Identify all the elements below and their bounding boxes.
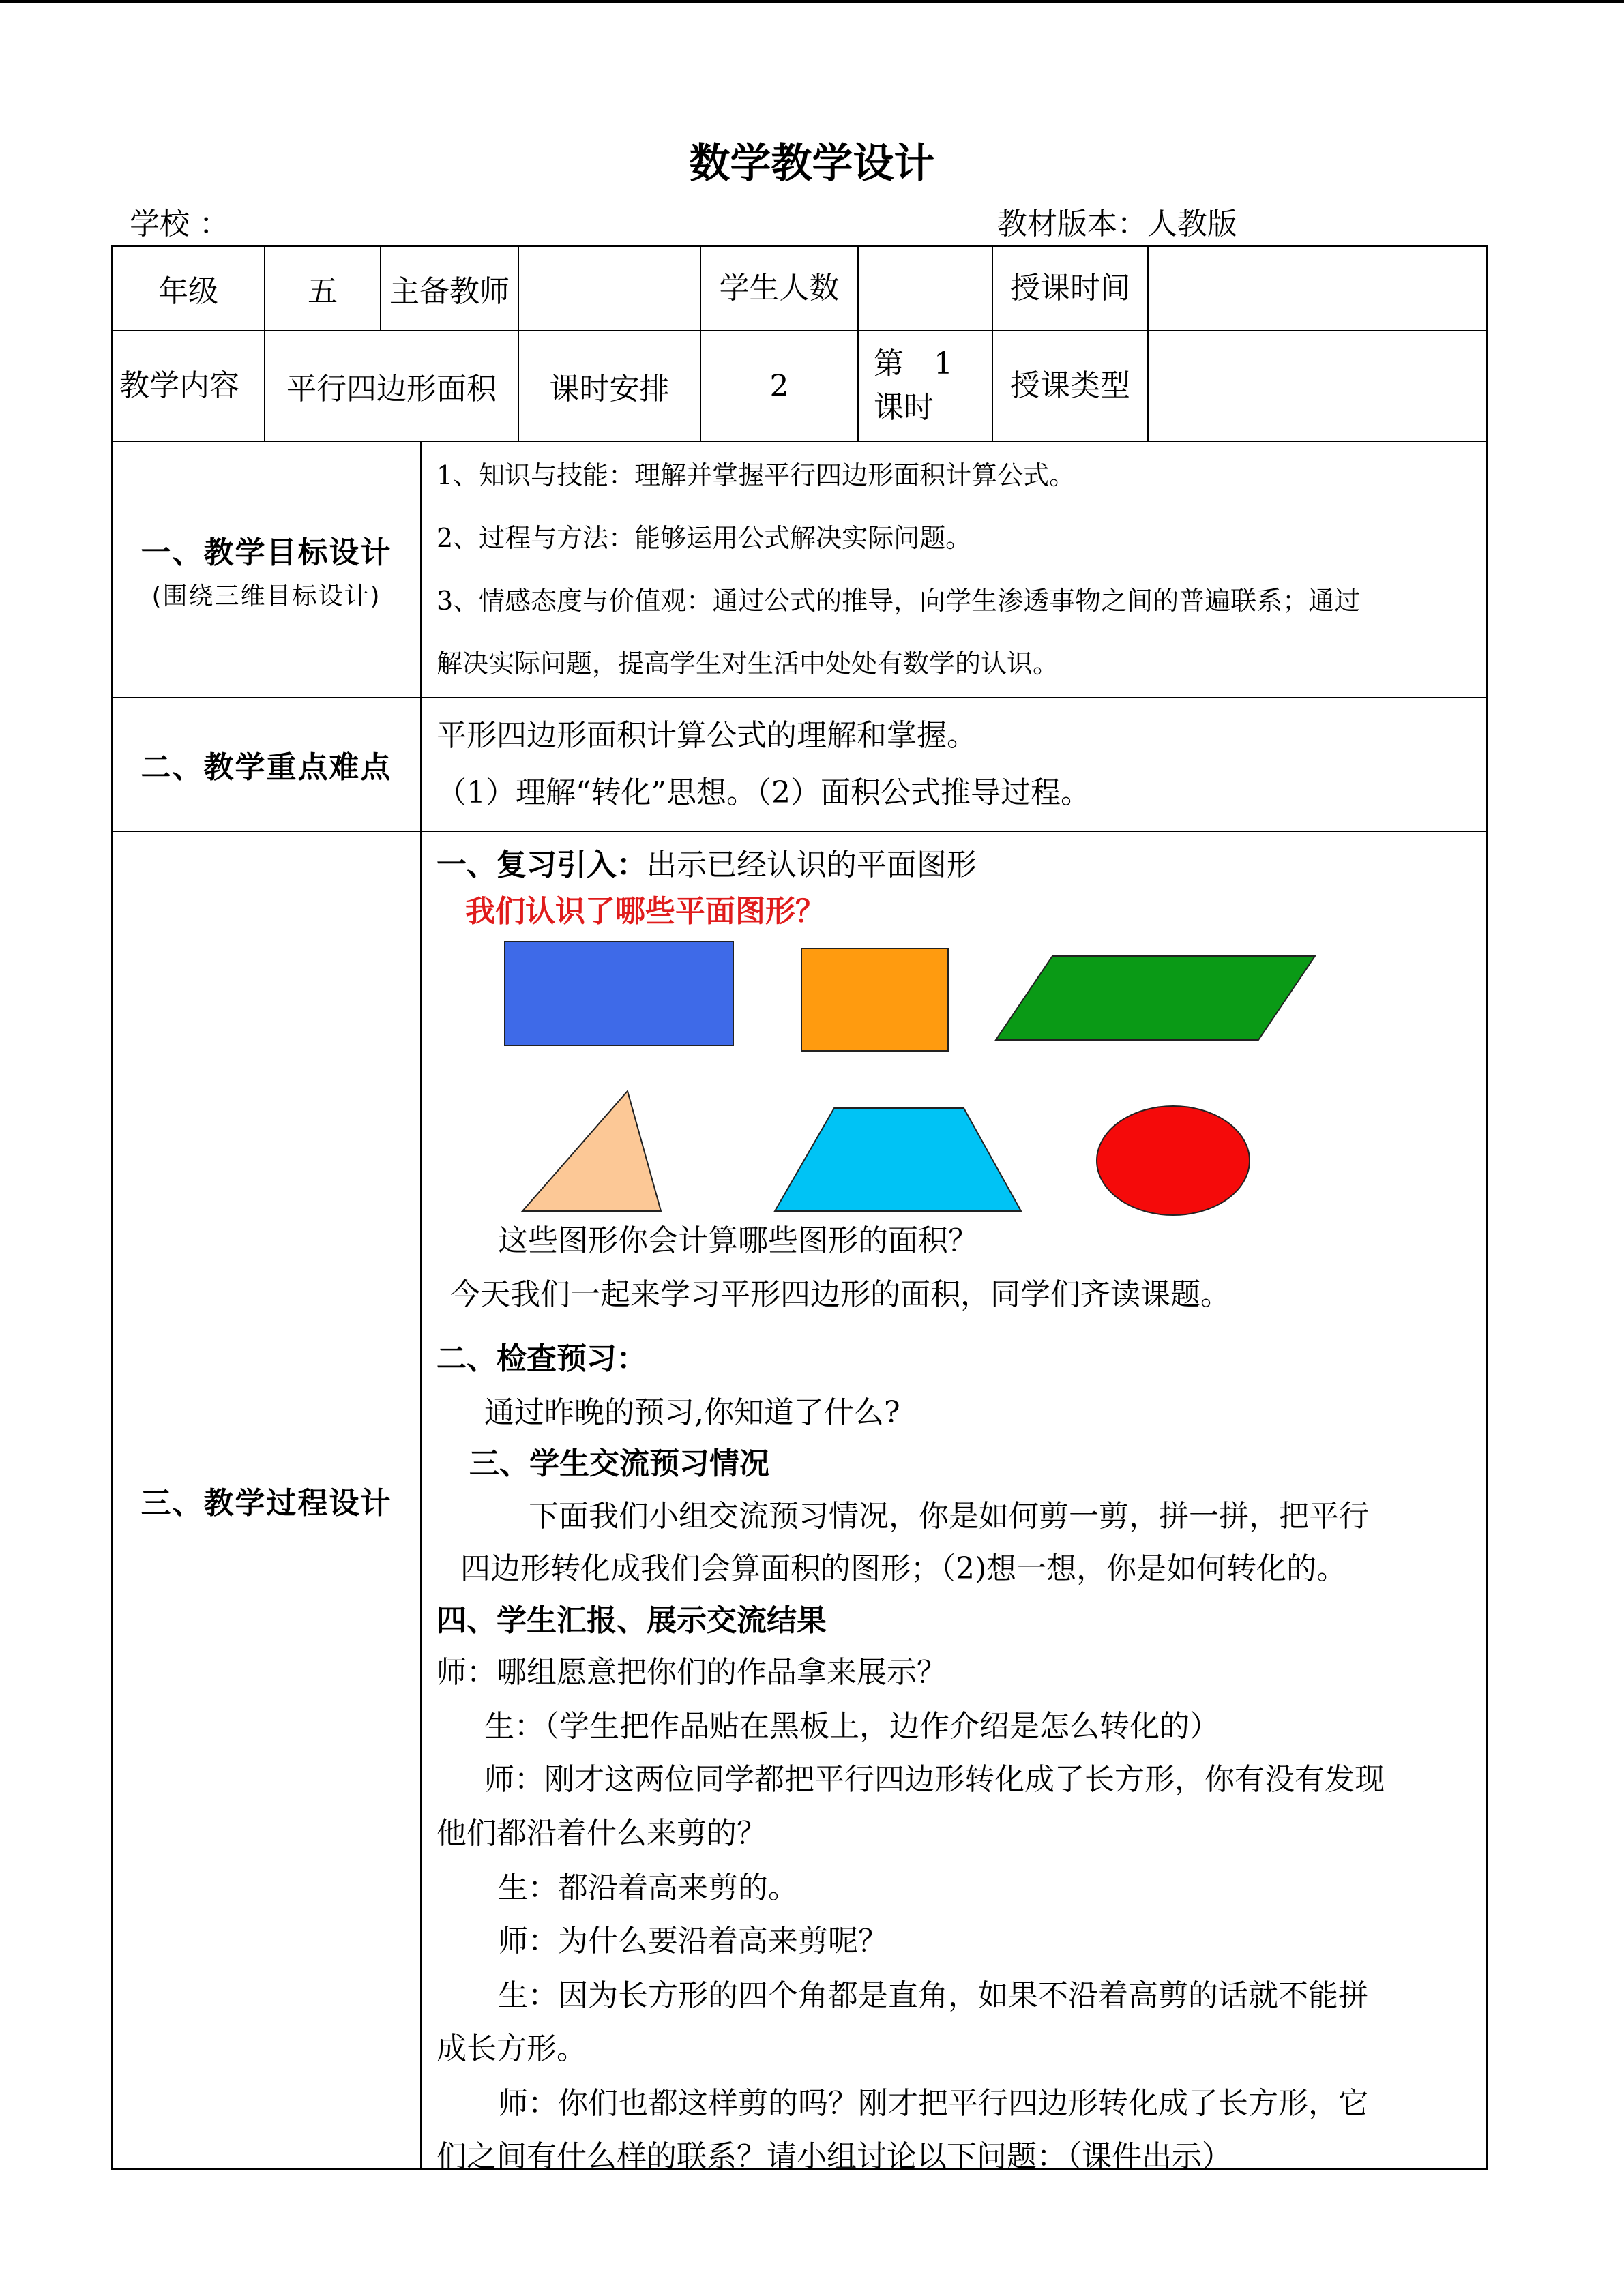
objectives-subtitle: (围绕三维目标设计)	[151, 582, 381, 610]
text-line: 生：（学生把作品贴在黑板上，边作介绍是怎么转化的）	[484, 1709, 1220, 1744]
text-line: 这些图形你会计算哪些图形的面积？	[498, 1223, 978, 1258]
text-line: 今天我们一起来学习平形四边形的面积，同学们齐读课题。	[450, 1277, 1230, 1312]
text-line: 下面我们小组交流预习情况，你是如何剪一剪，拼一拼，把平行	[529, 1499, 1369, 1534]
type-label: 授课类型	[992, 331, 1148, 441]
text-line: 生：因为长方形的四个角都是直角，如果不沿着高剪的话就不能拼	[498, 1978, 1368, 2013]
text-line: 师：为什么要沿着高来剪呢？	[498, 1924, 888, 1958]
square-shape	[801, 949, 948, 1051]
text-line: 师：刚才这两位同学都把平行四边形转化成了长方形，你有没有发现	[484, 1762, 1385, 1797]
review-heading: 一、复习引入：	[437, 848, 647, 882]
section-heading: 三、学生交流预习情况	[469, 1446, 769, 1481]
process-label: 三、教学过程设计	[112, 831, 421, 2169]
triangle-shape	[522, 1091, 661, 1211]
section-heading: 四、学生汇报、展示交流结果	[437, 1603, 827, 1638]
text-line: 们之间有什么样的联系？请小组讨论以下问题：（课件出示）	[437, 2139, 1232, 2174]
students-value	[858, 246, 992, 331]
text-line: 他们都沿着什么来剪的？	[437, 1816, 767, 1851]
type-value	[1148, 331, 1487, 441]
time-value	[1148, 246, 1487, 331]
teacher-value	[518, 246, 700, 331]
content-label: 教学内容	[112, 331, 265, 441]
key-points-label: 二、教学重点难点	[112, 698, 421, 831]
schedule-label: 课时安排	[518, 331, 700, 441]
parallelogram-shape	[996, 956, 1315, 1040]
page-title: 数学教学设计	[689, 140, 935, 188]
teacher-label: 主备教师	[381, 246, 518, 331]
objectives-content	[421, 441, 1487, 698]
top-border-line	[0, 0, 1624, 3]
circle-shape	[1097, 1106, 1250, 1215]
lesson-plan-table	[111, 245, 1488, 2174]
grade-value: 五	[265, 246, 381, 331]
text-line: 通过昨晚的预习,你知道了什么?	[484, 1395, 900, 1430]
grade-label: 年级	[112, 246, 265, 331]
text-line: 师：你们也都这样剪的吗？刚才把平行四边形转化成了长方形，它	[498, 2086, 1368, 2121]
rectangle-shape	[505, 942, 733, 1045]
key-point-line: 平形四边形面积计算公式的理解和掌握。	[437, 718, 977, 753]
process-content	[421, 831, 1487, 2174]
shapes-question: 我们认识了哪些平面图形？	[465, 894, 825, 929]
edition-label: 教材版本：人教版	[997, 207, 1237, 241]
text-line: 成长方形。	[437, 2031, 587, 2066]
key-points-content	[421, 698, 1487, 831]
text-line: 生：都沿着高来剪的。	[498, 1870, 798, 1905]
objective-item: 2、过程与方法：能够运用公式解决实际问题。	[437, 523, 972, 553]
school-label: 学校 ：	[130, 207, 229, 241]
time-label: 授课时间	[992, 246, 1148, 331]
objectives-title: 一、教学目标设计	[141, 535, 392, 570]
objective-item: 3、情感态度与价值观：通过公式的推导，向学生渗透事物之间的普遍联系；通过	[437, 586, 1361, 616]
schedule-value: 2	[700, 331, 858, 441]
plane-shapes-figure	[422, 832, 1486, 1241]
objective-item: 1、知识与技能：理解并掌握平行四边形面积计算公式。	[437, 460, 1076, 490]
key-point-line: （1）理解“转化”思想。（2）面积公式推导过程。	[437, 775, 1091, 810]
lesson-number: 第 1 课时	[858, 331, 992, 441]
text-line: 师：哪组愿意把你们的作品拿来展示？	[437, 1655, 947, 1690]
content-value: 平行四边形面积	[265, 331, 518, 441]
students-label: 学生人数	[700, 246, 858, 331]
section-heading: 二、检查预习：	[437, 1341, 647, 1376]
text-line: 四边形转化成我们会算面积的图形；（2)想一想，你是如何转化的。	[460, 1551, 1347, 1586]
objective-item: 解决实际问题，提高学生对生活中处处有数学的认识。	[437, 648, 1059, 679]
trapezoid-shape	[775, 1108, 1021, 1211]
review-text: 出示已经认识的平面图形	[647, 848, 977, 882]
objectives-label	[112, 441, 421, 698]
